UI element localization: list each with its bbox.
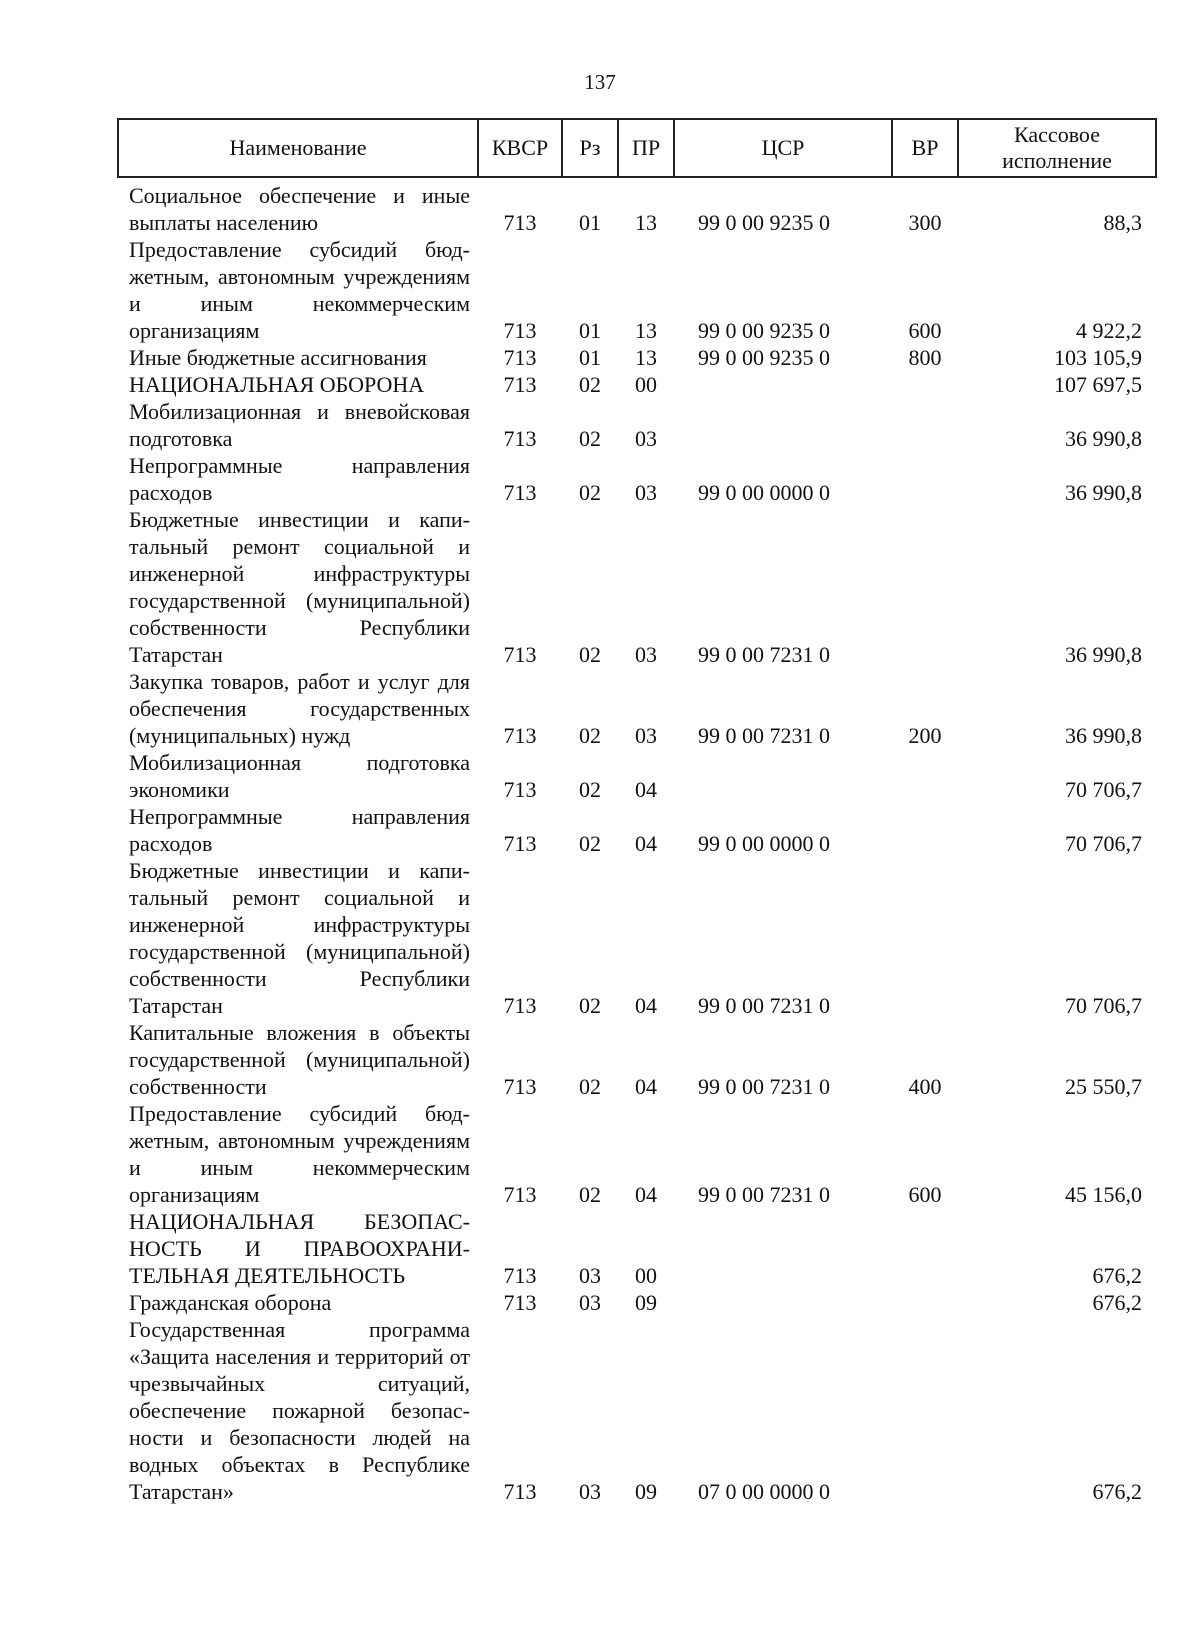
row-name: Капитальные вложения в объекты государственной (муниципальной) собственности xyxy=(129,1020,470,1099)
header-csr: ЦСР xyxy=(674,119,892,177)
row-pr: 00 xyxy=(635,372,657,397)
row-name: Мобилизационная подготовка экономики xyxy=(129,750,470,802)
row-amount: 676,2 xyxy=(1092,1290,1142,1315)
table-row xyxy=(118,749,1156,803)
row-vr: 400 xyxy=(908,1074,942,1099)
row-amount: 36 990,8 xyxy=(1065,642,1142,667)
row-rz: 02 xyxy=(579,993,601,1018)
row-kvsr: 713 xyxy=(503,831,537,856)
row-vr: 200 xyxy=(908,723,942,748)
row-kvsr: 713 xyxy=(503,318,537,343)
row-csr xyxy=(674,398,892,452)
row-name: Предоставление субсидий бюджетным, автономным учреждениям и иным некоммерческим организациям xyxy=(129,1101,470,1207)
row-amount: 676,2 xyxy=(1092,1479,1142,1504)
table-row xyxy=(118,1100,1156,1208)
row-name: Непрограммные направления расходов xyxy=(129,453,470,505)
row-name: Предоставление субсидий бюджетным, автономным учреждениям и иным некоммерческим организациям xyxy=(129,237,470,343)
row-vr xyxy=(892,1289,958,1316)
header-vr: ВР xyxy=(892,119,958,177)
row-vr xyxy=(892,803,958,857)
table-row xyxy=(118,344,1156,371)
row-amount: 4 922,2 xyxy=(1076,318,1142,343)
row-name: Бюджетные инвестиции и капитальный ремонт социальной и инженерной инфраструктуры государственной (муниципальной) собственности Республики Татарстан xyxy=(129,858,470,1018)
budget-table xyxy=(117,118,1157,1505)
row-csr xyxy=(674,1289,892,1316)
row-name: Иные бюджетные ассигнования xyxy=(129,345,427,370)
row-kvsr: 713 xyxy=(503,1263,537,1288)
row-csr: 99 0 00 9235 0 xyxy=(698,345,830,370)
row-rz: 02 xyxy=(579,372,601,397)
table-row xyxy=(118,452,1156,506)
row-rz: 02 xyxy=(579,1182,601,1207)
row-csr xyxy=(674,1208,892,1289)
row-vr xyxy=(892,857,958,1019)
row-kvsr: 713 xyxy=(503,993,537,1018)
row-vr: 800 xyxy=(908,345,942,370)
table-row xyxy=(118,1019,1156,1100)
table-header-row xyxy=(118,119,1156,177)
row-pr: 04 xyxy=(635,831,657,856)
row-kvsr: 713 xyxy=(503,210,537,235)
row-pr: 00 xyxy=(635,1263,657,1288)
row-csr: 99 0 00 9235 0 xyxy=(698,210,830,235)
table-row xyxy=(118,371,1156,398)
table-row xyxy=(118,1208,1156,1289)
row-pr: 09 xyxy=(635,1479,657,1504)
header-pr: ПР xyxy=(618,119,674,177)
row-kvsr: 713 xyxy=(503,1290,537,1315)
row-name: Непрограммные направления расходов xyxy=(129,804,470,856)
row-vr xyxy=(892,452,958,506)
row-vr xyxy=(892,1208,958,1289)
row-vr: 600 xyxy=(908,318,942,343)
row-name: НАЦИОНАЛЬНАЯ БЕЗОПАСНОСТЬ И ПРАВООХРАНИТЕЛЬНАЯ ДЕЯТЕЛЬНОСТЬ xyxy=(129,1209,470,1288)
row-rz: 01 xyxy=(579,318,601,343)
row-vr: 300 xyxy=(908,210,942,235)
row-pr: 13 xyxy=(635,210,657,235)
row-rz: 03 xyxy=(579,1263,601,1288)
page-number: 137 xyxy=(584,70,616,94)
row-rz: 03 xyxy=(579,1290,601,1315)
row-pr: 03 xyxy=(635,723,657,748)
header-name: Наименование xyxy=(118,119,478,177)
row-amount: 45 156,0 xyxy=(1065,1182,1142,1207)
row-amount: 25 550,7 xyxy=(1065,1074,1142,1099)
row-rz: 02 xyxy=(579,480,601,505)
row-rz: 02 xyxy=(579,642,601,667)
row-kvsr: 713 xyxy=(503,642,537,667)
row-pr: 13 xyxy=(635,318,657,343)
table-row xyxy=(118,857,1156,1019)
table-row xyxy=(118,803,1156,857)
table-row xyxy=(118,177,1156,236)
header-amount-line2: исполнение xyxy=(1002,148,1112,173)
row-name: Гражданская оборона xyxy=(129,1290,332,1315)
table-row xyxy=(118,1289,1156,1316)
row-kvsr: 713 xyxy=(503,345,537,370)
row-kvsr: 713 xyxy=(503,372,537,397)
row-amount: 36 990,8 xyxy=(1065,426,1142,451)
row-vr xyxy=(892,371,958,398)
row-rz: 02 xyxy=(579,426,601,451)
row-name: Государственная программа «Защита населения и территорий от чрезвычайных ситуаций, обеспечение пожарной безопасности и безопасности людей на водных объектах в Республике Татарстан» xyxy=(129,1317,470,1504)
row-vr: 600 xyxy=(908,1182,942,1207)
row-name: НАЦИОНАЛЬНАЯ ОБОРОНА xyxy=(129,372,425,397)
row-rz: 01 xyxy=(579,345,601,370)
row-kvsr: 713 xyxy=(503,1182,537,1207)
row-kvsr: 713 xyxy=(503,426,537,451)
row-kvsr: 713 xyxy=(503,1479,537,1504)
table-row xyxy=(118,236,1156,344)
row-csr: 99 0 00 7231 0 xyxy=(698,993,830,1018)
row-amount: 107 697,5 xyxy=(1054,372,1142,397)
row-amount: 70 706,7 xyxy=(1065,993,1142,1018)
header-amount-line1: Кассовое xyxy=(1014,122,1100,147)
row-name: Мобилизационная и вневойсковая подготовка xyxy=(129,399,470,451)
row-rz: 03 xyxy=(579,1479,601,1504)
row-amount: 36 990,8 xyxy=(1065,723,1142,748)
row-name: Бюджетные инвестиции и капитальный ремонт социальной и инженерной инфраструктуры государственной (муниципальной) собственности Республики Татарстан xyxy=(129,507,470,667)
row-csr: 07 0 00 0000 0 xyxy=(698,1479,830,1504)
row-rz: 02 xyxy=(579,723,601,748)
row-vr xyxy=(892,749,958,803)
row-pr: 04 xyxy=(635,993,657,1018)
table-row xyxy=(118,1316,1156,1505)
row-pr: 04 xyxy=(635,777,657,802)
row-pr: 03 xyxy=(635,480,657,505)
row-amount: 36 990,8 xyxy=(1065,480,1142,505)
row-csr xyxy=(674,749,892,803)
row-pr: 03 xyxy=(635,642,657,667)
header-amount xyxy=(958,119,1156,177)
row-rz: 02 xyxy=(579,1074,601,1099)
row-pr: 09 xyxy=(635,1290,657,1315)
row-pr: 13 xyxy=(635,345,657,370)
table-row xyxy=(118,398,1156,452)
table-row xyxy=(118,506,1156,668)
row-pr: 03 xyxy=(635,426,657,451)
row-pr: 04 xyxy=(635,1074,657,1099)
header-kvsr: КВСР xyxy=(478,119,562,177)
table-body xyxy=(118,177,1156,1505)
row-kvsr: 713 xyxy=(503,777,537,802)
row-vr xyxy=(892,506,958,668)
row-pr: 04 xyxy=(635,1182,657,1207)
row-name: Социальное обеспечение и иные выплаты населению xyxy=(129,183,470,235)
row-kvsr: 713 xyxy=(503,480,537,505)
row-csr: 99 0 00 7231 0 xyxy=(698,1182,830,1207)
row-amount: 676,2 xyxy=(1092,1263,1142,1288)
row-csr: 99 0 00 0000 0 xyxy=(698,480,830,505)
table-row xyxy=(118,668,1156,749)
header-rz: Рз xyxy=(562,119,618,177)
row-name: Закупка товаров, работ и услуг для обеспечения государственных (муниципальных) нужд xyxy=(129,669,470,748)
row-amount: 88,3 xyxy=(1103,210,1142,235)
row-vr xyxy=(892,398,958,452)
row-rz: 01 xyxy=(579,210,601,235)
row-amount: 70 706,7 xyxy=(1065,831,1142,856)
row-kvsr: 713 xyxy=(503,723,537,748)
row-csr xyxy=(674,371,892,398)
row-csr: 99 0 00 0000 0 xyxy=(698,831,830,856)
row-csr: 99 0 00 7231 0 xyxy=(698,1074,830,1099)
row-csr: 99 0 00 9235 0 xyxy=(698,318,830,343)
row-rz: 02 xyxy=(579,777,601,802)
row-amount: 103 105,9 xyxy=(1054,345,1142,370)
row-amount: 70 706,7 xyxy=(1065,777,1142,802)
row-vr xyxy=(892,1316,958,1505)
row-rz: 02 xyxy=(579,831,601,856)
row-kvsr: 713 xyxy=(503,1074,537,1099)
row-csr: 99 0 00 7231 0 xyxy=(698,642,830,667)
row-csr: 99 0 00 7231 0 xyxy=(698,723,830,748)
